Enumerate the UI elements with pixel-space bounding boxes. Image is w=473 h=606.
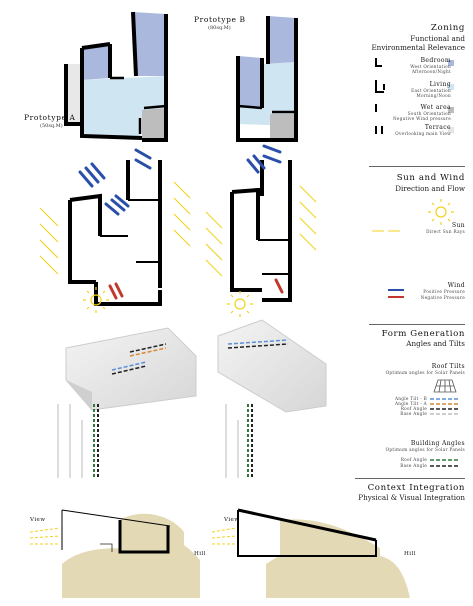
legend-plan-icons — [376, 58, 384, 134]
zoning-plan-b — [238, 16, 296, 140]
legend-roof-title: Roof Tilts — [431, 363, 465, 370]
legend-sun-title: Sun — [451, 222, 465, 229]
context-hill-label-b: Hill — [404, 551, 416, 557]
legend-roof-item: Angle Tilt - A — [394, 401, 427, 406]
sun-rays — [40, 182, 316, 276]
legend-terrace-line1: Overlooking main View — [395, 131, 451, 136]
legend-wind-positive: Positive Pressure — [423, 289, 465, 294]
roof-legend-lines — [430, 399, 460, 414]
legend-wind-title: Wind — [447, 282, 465, 289]
context-view-label-b: View — [224, 517, 240, 523]
context-view-label-a: View — [30, 517, 46, 523]
context-hill-label-a: Hill — [194, 551, 206, 557]
legend-building-sub: Optimum angles for Solar Panels — [385, 447, 465, 452]
solar-panel-icon — [434, 380, 456, 392]
prototype-a-title: Prototype A — [24, 113, 76, 122]
sun-wind-plan-b — [232, 160, 290, 300]
sun-icon — [428, 199, 454, 225]
section-divider — [369, 324, 465, 325]
legend-bedroom-title: Bedroom — [420, 57, 451, 64]
context-section-b — [212, 510, 410, 598]
legend-living-line1: East Orientation — [411, 88, 451, 93]
legend-roof-item: Angle Tilt - B — [394, 396, 427, 401]
legend-roof-item: Base Angle — [400, 411, 427, 416]
legend-wind-icons — [388, 290, 404, 297]
legend-building-item: Roof Angle — [400, 457, 427, 462]
legend-living-line2: Morning/Noon — [416, 93, 451, 98]
legend-wind-negative: Negative Pressure — [420, 295, 465, 300]
section-divider — [355, 478, 465, 479]
legend-terrace-title: Terrace — [424, 124, 451, 131]
zoning-plan-a — [66, 12, 166, 140]
legend-living-title: Living — [429, 81, 451, 88]
form-massing-b — [218, 320, 326, 412]
building-angle-a — [58, 404, 98, 478]
legend-bedroom-line2: Afternoon/Night — [411, 69, 451, 74]
legend-roof-sub: Optimum angles for Solar Panels — [385, 370, 465, 375]
prototype-b-title: Prototype B — [194, 15, 246, 24]
sun-wind-plan-a — [70, 160, 160, 304]
legend-wet-line1: South Orientation — [407, 111, 451, 116]
legend-wet-line2: Negative Wind pressure — [392, 116, 451, 121]
legend-building-title: Building Angles — [410, 440, 465, 447]
sun-icon — [227, 291, 253, 317]
building-legend-lines — [430, 460, 460, 466]
context-subtitle: Physical & Visual Integration — [358, 493, 465, 502]
legend-roof-item: Roof Angle — [400, 406, 427, 411]
zoning-title: Zoning — [430, 23, 465, 33]
form-subtitle: Angles and Tilts — [406, 339, 465, 348]
prototype-a-area: (50sq.M) — [40, 123, 63, 129]
legend-wet-title: Wet area — [420, 104, 451, 111]
context-title: Context Integration — [367, 483, 465, 493]
prototype-b-area: (80sq.M) — [208, 25, 231, 31]
legend-building-item: Base Angle — [400, 463, 427, 468]
building-angle-b — [226, 404, 252, 478]
legend-sun-sub: Direct Sun Rays — [426, 229, 465, 234]
zoning-subtitle: Functional and Environmental Relevance — [371, 34, 465, 52]
context-section-a — [30, 510, 200, 598]
sun-wind-title: Sun and Wind — [396, 173, 465, 183]
legend-bedroom-line1: West Orientation — [410, 64, 451, 69]
section-divider — [369, 166, 465, 167]
sun-wind-subtitle: Direction and Flow — [395, 184, 465, 193]
form-title: Form Generation — [381, 329, 465, 339]
